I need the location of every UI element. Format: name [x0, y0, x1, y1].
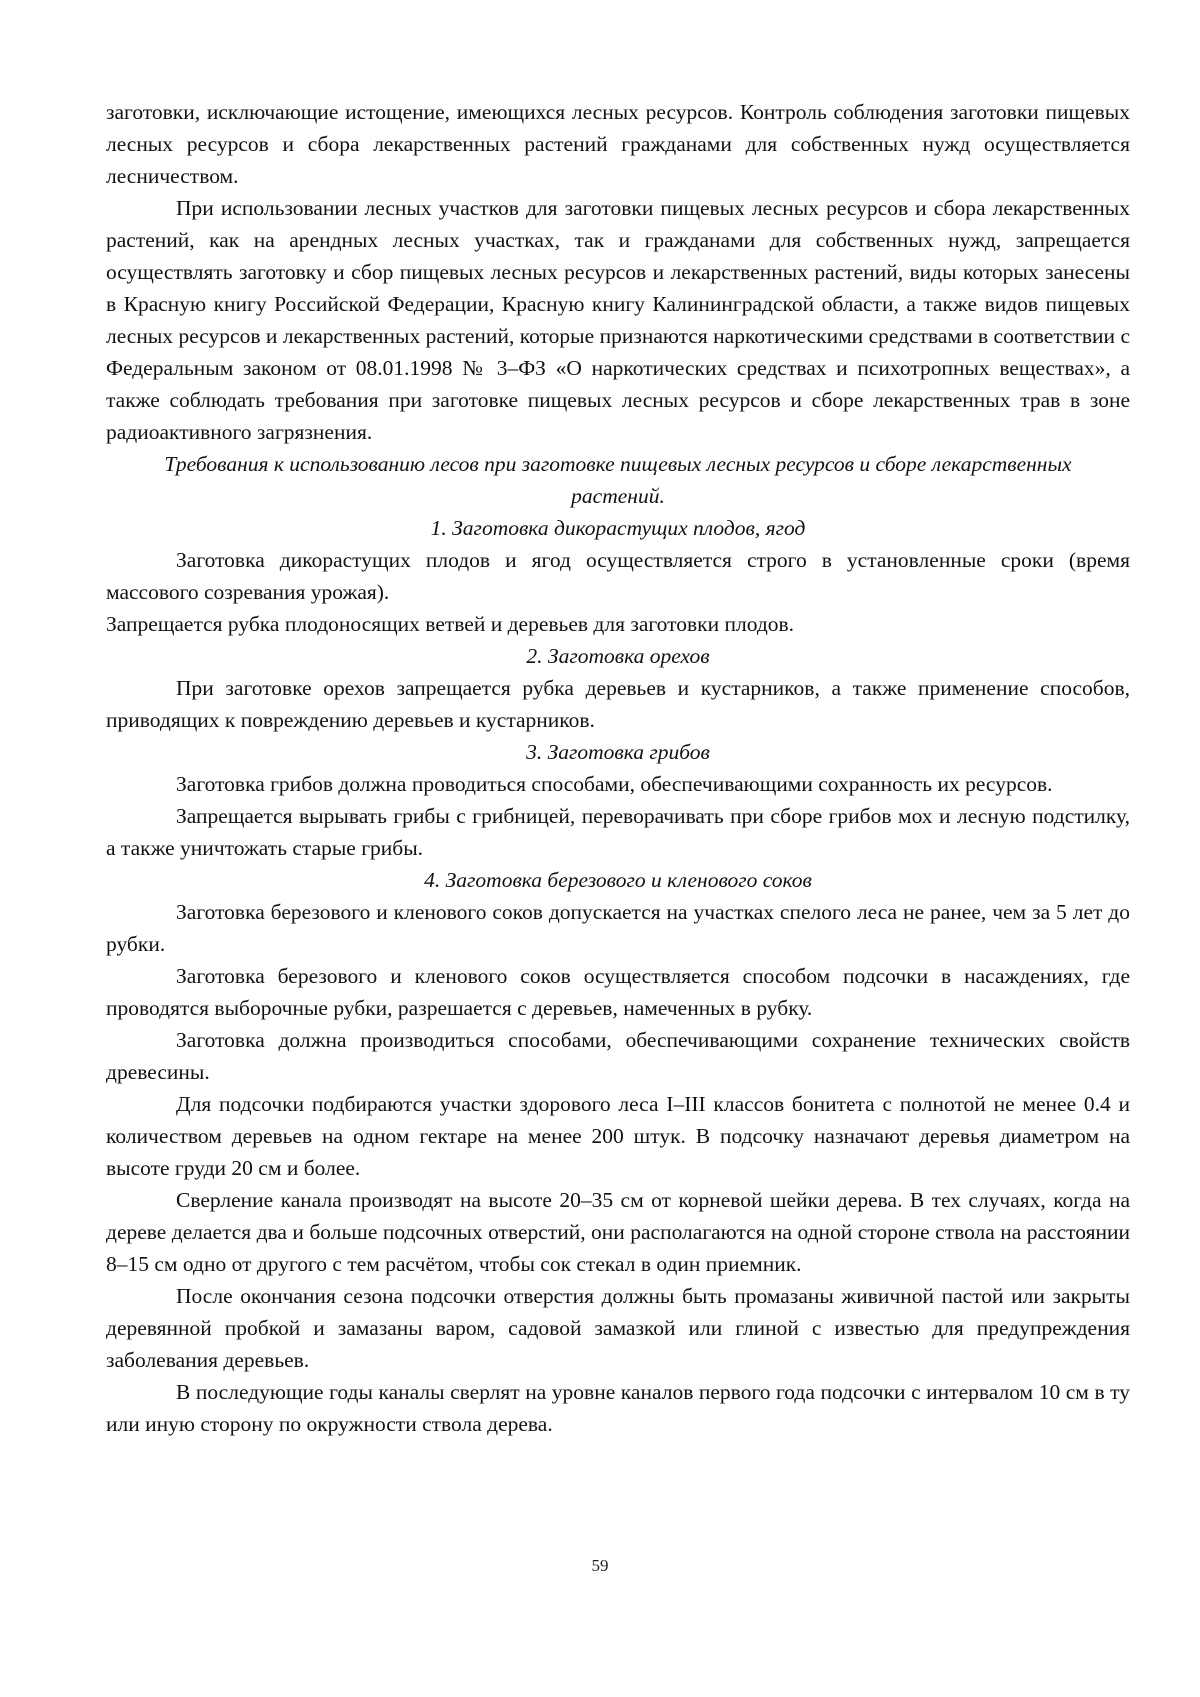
paragraph-restrictions: При использовании лесных участков для заготовки пищевых лесных ресурсов и сбора лекарственных растений, как на арендных лесных участках, так и гражданами для собственных нужд, запрещается осуществлять заготовку и сбор пищевых лесных ресурсов и лекарственных растений, виды которых занесены в Красную книгу Российской Федерации, Красную книгу Калининградской области, а также видов пищевых лесных ресурсов и лекарственных растений, которые признаются наркотическими средствами в соответствии с Федеральным законом от 08.01.1998 № 3–ФЗ «О наркотических средствах и психотропных веществах», а также соблюдать требования при заготовке пищевых лесных ресурсов и сборе лекарственных трав в зоне радиоактивного загрязнения. [106, 196, 1130, 444]
paragraph-fruits-prohibition: Запрещается рубка плодоносящих ветвей и деревьев для заготовки плодов. [106, 612, 795, 636]
paragraph-sap-following-years: В последующие годы каналы сверлят на уровне каналов первого года подсочки с интервалом 10 см в ту или иную сторону по окружности ствола дерева. [106, 1380, 1130, 1436]
paragraph-mushrooms-methods: Заготовка грибов должна проводиться способами, обеспечивающими сохранность их ресурсов. [176, 772, 1053, 796]
paragraph-sap-method: Заготовка березового и кленового соков осуществляется способом подсочки в насаждениях, где проводятся выборочные рубки, разрешается с деревьев, намеченных в рубку. [106, 964, 1130, 1020]
paragraph-sap-sealing: После окончания сезона подсочки отверстия должны быть промазаны живичной пастой или закрыты деревянной пробкой и замазаны варом, садовой замазкой или глиной с известью для предупреждения заболевания деревьев. [106, 1284, 1130, 1372]
subheading-mushrooms: 3. Заготовка грибов [526, 740, 710, 764]
subheading-fruits-berries: 1. Заготовка дикорастущих плодов, ягод [430, 516, 806, 540]
paragraph-sap-technique: Заготовка должна производиться способами, обеспечивающими сохранение технических свойств древесины. [106, 1028, 1130, 1084]
paragraph-mushrooms-prohibition: Запрещается вырывать грибы с грибницей, переворачивать при сборе грибов мох и лесную подстилку, а также уничтожать старые грибы. [106, 804, 1130, 860]
paragraph-sap-site-selection: Для подсочки подбираются участки здорового леса I–III классов бонитета с полнотой не менее 0.4 и количеством деревьев на одном гектаре на менее 200 штук. В подсочку назначают деревья диаметром на высоте груди 20 см и более. [106, 1092, 1130, 1180]
document-page [106, 96, 1130, 1440]
paragraph-sap-allowed: Заготовка березового и кленового соков допускается на участках спелого леса не ранее, чем за 5 лет до рубки. [106, 900, 1130, 956]
paragraph-sap-drilling: Сверление канала производят на высоте 20–35 см от корневой шейки дерева. В тех случаях, когда на дереве делается два и больше подсочных отверстий, они располагаются на одной стороне ствола на расстоянии 8–15 см одно от другого с тем расчётом, чтобы сок стекал в один приемник. [106, 1188, 1130, 1276]
section-heading-requirements: Требования к использованию лесов при заготовке пищевых лесных ресурсов и сборе лекарственных растений. [164, 452, 1072, 508]
paragraph-fruits-timing: Заготовка дикорастущих плодов и ягод осуществляется строго в установленные сроки (время массового созревания урожая). [106, 548, 1130, 604]
page-number: 59 [591, 1556, 609, 1575]
subheading-nuts: 2. Заготовка орехов [526, 644, 710, 668]
paragraph-nuts: При заготовке орехов запрещается рубка деревьев и кустарников, а также применение способов, приводящих к повреждению деревьев и кустарников. [106, 676, 1130, 732]
paragraph-continuation: заготовки, исключающие истощение, имеющихся лесных ресурсов. Контроль соблюдения заготовки пищевых лесных ресурсов и сбора лекарственных растений гражданами для собственных нужд осуществляется лесничеством. [106, 100, 1130, 188]
subheading-sap: 4. Заготовка березового и кленового соков [424, 868, 812, 892]
